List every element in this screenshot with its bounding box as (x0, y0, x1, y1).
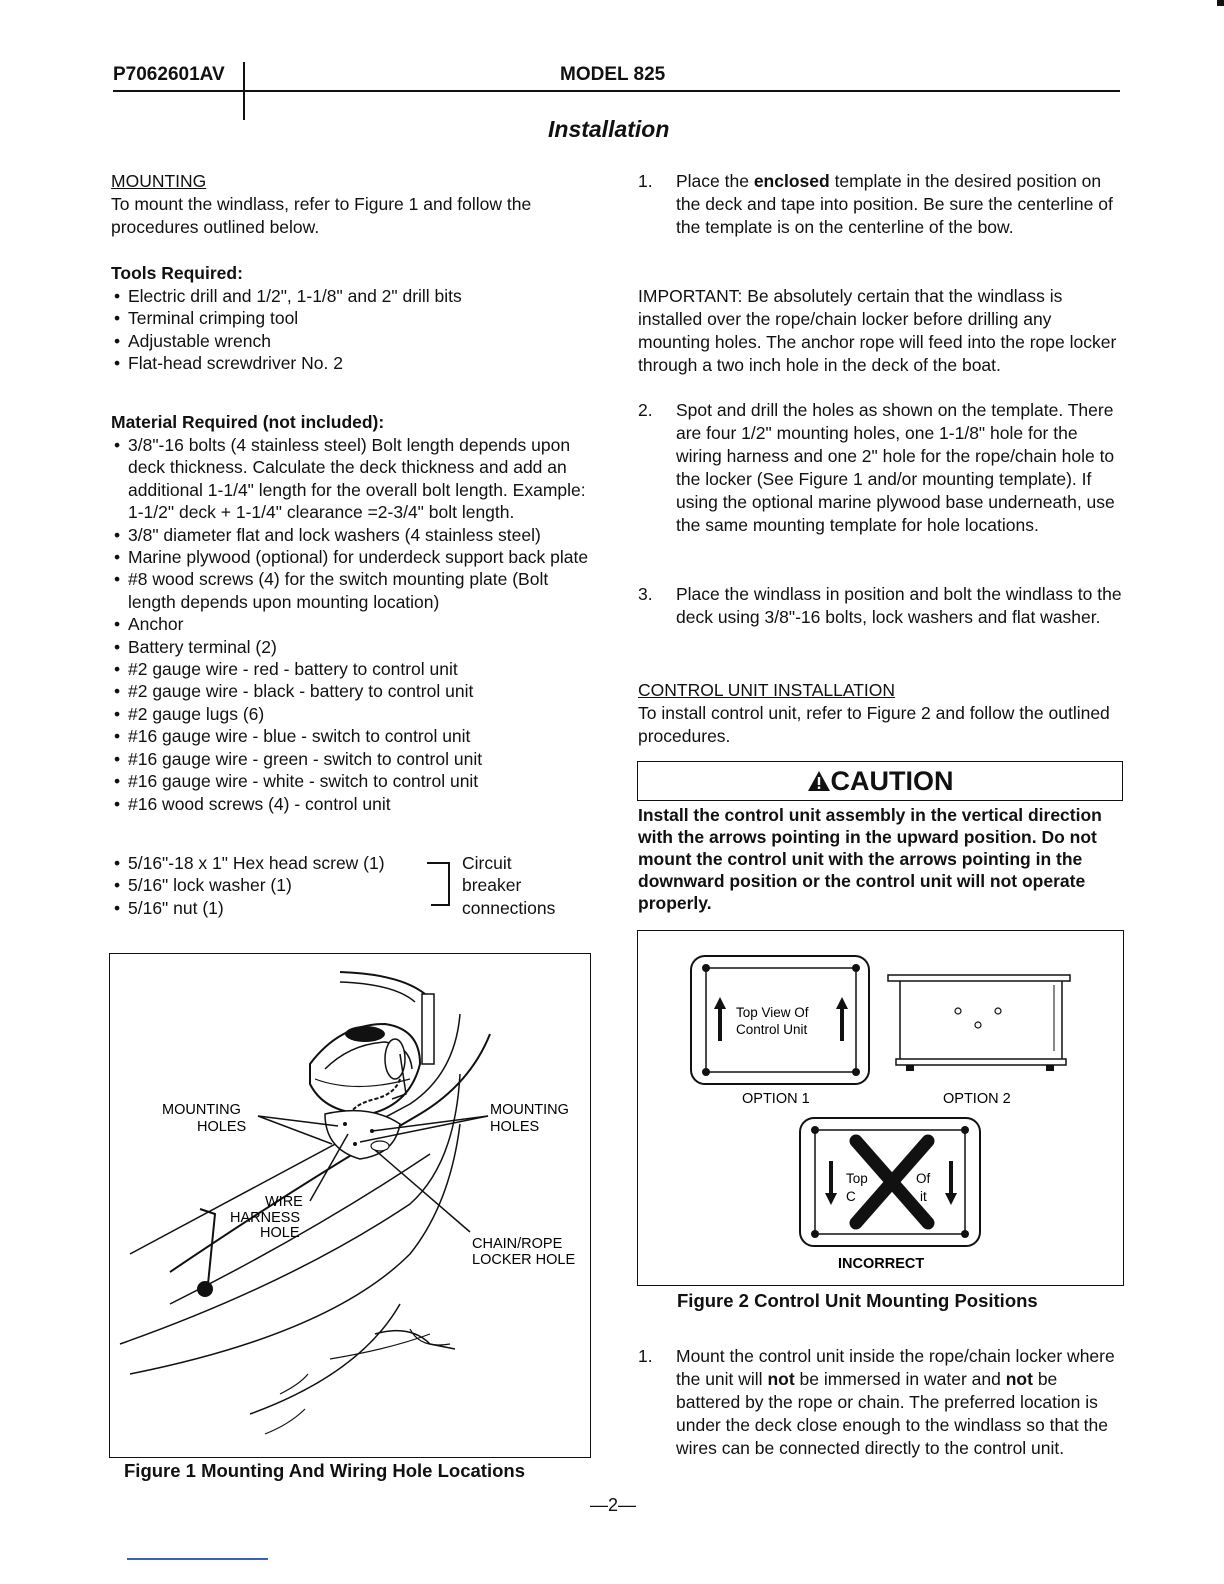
material-item: • #2 gauge wire - red - battery to control unit (114, 658, 592, 680)
breaker-label (462, 852, 555, 919)
step-number: 3. (638, 584, 653, 604)
tool-item: • Electric drill and 1/2", 1-1/8" and 2" drill bits (114, 285, 594, 307)
incorrect-label-fragment: Top (846, 1171, 868, 1186)
label-chain-locker: CHAIN/ROPE (472, 1236, 563, 1252)
document-number: P7062601AV (113, 64, 225, 85)
label-wire-harness: WIRE (265, 1194, 303, 1210)
label-wire-harness: HOLE (260, 1225, 300, 1241)
step-number: 2. (638, 400, 653, 420)
step-text-part: be immersed in water and (794, 1369, 1006, 1389)
breaker-part: • 5/16" nut (1) (114, 897, 434, 919)
figure-1-illustration (110, 954, 590, 1457)
top-view-label: Top View Of (736, 1005, 809, 1020)
step-text-part: Mount the control unit inside the rope/chain locker where the unit will (676, 1346, 1115, 1389)
option-1-label: OPTION 1 (742, 1091, 810, 1107)
incorrect-label-fragment: it (920, 1189, 927, 1204)
label-wire-harness: HARNESS (230, 1210, 301, 1226)
corner-mark (1217, 0, 1224, 6)
breaker-part: • 5/16"-18 x 1" Hex head screw (1) (114, 852, 434, 874)
figure-2-caption: Figure 2 Control Unit Mounting Positions (677, 1290, 1038, 1311)
material-item: • #8 wood screws (4) for the switch mounting plate (Bolt length depends upon mounting location) (114, 568, 592, 613)
caution-word: CAUTION (830, 766, 954, 796)
warning-icon (807, 770, 831, 792)
label-mounting-holes-right: MOUNTING (490, 1102, 569, 1118)
material-item: • #16 gauge wire - blue - switch to control unit (114, 725, 592, 747)
tool-item: • Adjustable wrench (114, 330, 594, 352)
breaker-part: • 5/16" lock washer (1) (114, 874, 434, 896)
figure-2-frame (637, 930, 1124, 1286)
tool-item: • Terminal crimping tool (114, 307, 594, 329)
step-text-part: template in the desired position on the deck and tape into position. Be sure the centerline of the template is on the centerline of the bow. (676, 171, 1113, 237)
incorrect-label: INCORRECT (838, 1256, 925, 1272)
control-unit-option-1 (691, 956, 869, 1084)
important-note: IMPORTANT: Be absolutely certain that the windlass is installed over the rope/chain locker before drilling any mounting holes. The anchor rope will feed into the rope locker through a two inch hole in the deck of the boat. (638, 286, 1117, 375)
tools-heading: Tools Required: (111, 263, 243, 283)
final-step (638, 1345, 1122, 1460)
figure-2-illustration (638, 931, 1123, 1285)
material-item: • Marine plywood (optional) for underdeck support back plate (114, 546, 592, 568)
control-unit-intro: To install control unit, refer to Figure 2 and follow the outlined procedures. (638, 703, 1110, 746)
breaker-label-line: connections (462, 897, 556, 918)
step-number: 1. (638, 1346, 653, 1366)
figure-1-caption: Figure 1 Mounting And Wiring Hole Locations (124, 1460, 525, 1481)
material-text: 3/8"-16 bolts (4 stainless steel) Bolt length depends upon deck thickness. Calculate the deck thickness and add an additional 1-1/4" length for the overall bolt length. Example: (128, 435, 586, 500)
step-text-part: Place the (676, 171, 754, 191)
step-text-bold: enclosed (753, 171, 830, 191)
step-text: Place the windlass in position and bolt the windlass to the deck using 3/8"-16 bolts, lock washers and flat washer. (676, 584, 1122, 627)
material-item: • #16 wood screws (4) - control unit (114, 793, 592, 815)
mounting-heading: MOUNTING (111, 171, 207, 191)
control-unit-heading: CONTROL UNIT INSTALLATION (638, 680, 896, 700)
materials-heading: Material Required (not included): (111, 412, 385, 432)
model-title: MODEL 825 (560, 64, 666, 85)
material-item: • Anchor (114, 613, 592, 635)
control-unit-incorrect (800, 1118, 980, 1246)
tools-list (114, 285, 594, 375)
tool-item: • Flat-head screwdriver No. 2 (114, 352, 594, 374)
material-item: • #16 gauge wire - green - switch to control unit (114, 748, 592, 770)
caution-box (637, 761, 1123, 801)
option-2-label: OPTION 2 (943, 1091, 1011, 1107)
step-text-bold: not (1005, 1369, 1033, 1389)
step-2 (638, 399, 1122, 537)
section-title: Installation (548, 116, 670, 142)
step-text-bold: not (767, 1369, 795, 1389)
step-3 (638, 583, 1122, 629)
step-number: 1. (638, 171, 653, 191)
material-item: • #16 gauge wire - white - switch to control unit (114, 770, 592, 792)
caution-text: Install the control unit assembly in the vertical direction with the arrows pointing in the upward position. Do not mount the control unit with the arrows pointing in the downward position or the control unit will not operate properly. (638, 805, 1102, 913)
label-mounting-holes-left: MOUNTING (162, 1102, 241, 1118)
step-text-part: be battered by the rope or chain. The preferred location is under the deck close enough to the windlass so that the wires can be connected directly to the control unit. (676, 1369, 1108, 1458)
breaker-label-line: Circuit (462, 853, 512, 873)
material-item: • #2 gauge wire - black - battery to control unit (114, 680, 592, 702)
step-text: Spot and drill the holes as shown on the template. There are four 1/2" mounting holes, one 1-1/8" hole for the wiring harness and one 2" hole for the rope/chain hole to the locker (See Figure 1 and/or mounting template). If using the optional marine plywood base underneath, use the same mounting template for hole locations. (676, 400, 1115, 535)
material-item (114, 434, 592, 524)
header-divider (243, 62, 245, 120)
incorrect-label-fragment: C (846, 1189, 856, 1204)
label-mounting-holes-right: HOLES (490, 1119, 540, 1135)
material-item: • #2 gauge lugs (6) (114, 703, 592, 725)
material-item: • 3/8" diameter flat and lock washers (4 stainless steel) (114, 524, 592, 546)
control-unit-option-2 (888, 975, 1070, 1071)
step-1 (638, 170, 1122, 239)
top-view-label: Control Unit (736, 1022, 808, 1037)
caution-title (638, 762, 1122, 800)
breaker-bracket (425, 855, 455, 915)
material-item: • Battery terminal (2) (114, 636, 592, 658)
page-number: —2— (590, 1495, 637, 1515)
breaker-label-line: breaker (462, 875, 522, 896)
header-rule (113, 90, 1120, 92)
incorrect-label-fragment: Of (916, 1171, 931, 1186)
label-mounting-holes-left: HOLES (197, 1119, 247, 1135)
materials-list (114, 434, 592, 815)
example-line: 1-1/2" deck + 1-1/4" clearance =2-3/4" bolt length. (128, 502, 515, 523)
figure-1-frame (109, 953, 591, 1458)
footer-rule (127, 1558, 268, 1560)
label-chain-locker: LOCKER HOLE (472, 1252, 576, 1268)
breaker-parts-list (114, 852, 434, 919)
step-text (676, 1345, 1122, 1460)
mounting-intro: To mount the windlass, refer to Figure 1 and follow the procedures outlined below. (111, 194, 532, 237)
step-text (676, 170, 1122, 239)
